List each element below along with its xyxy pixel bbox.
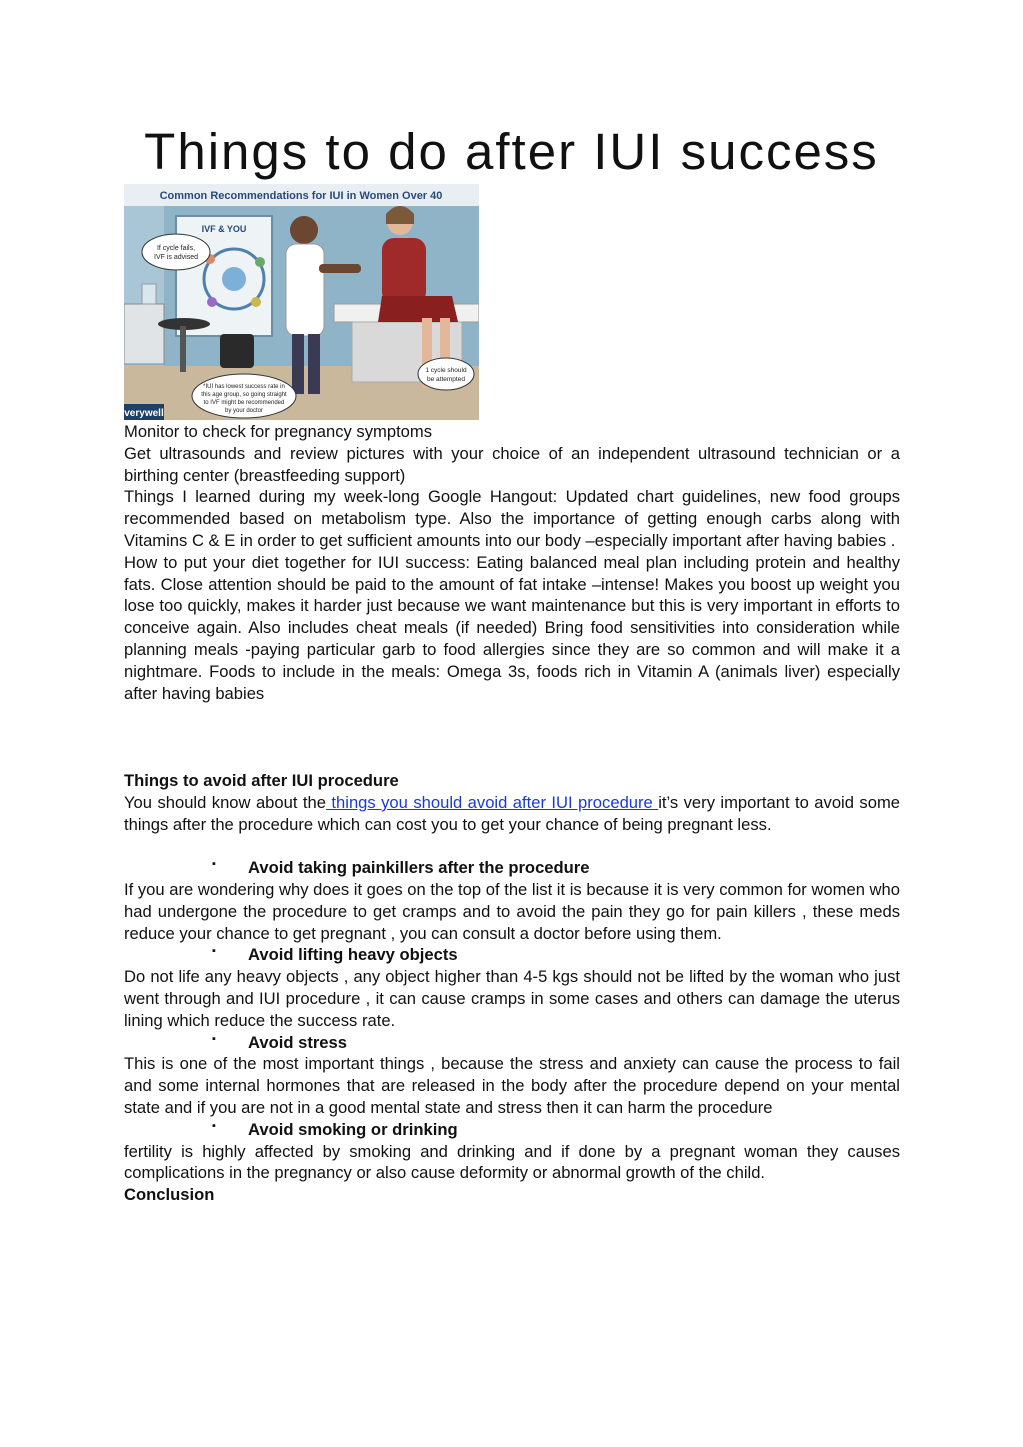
bullet-marker-icon: ▪ <box>212 1119 216 1132</box>
svg-text:1 cycle should: 1 cycle should <box>425 367 467 374</box>
svg-text:IVF is advised: IVF is advised <box>154 254 198 261</box>
intro-paragraph <box>124 792 900 836</box>
svg-text:*IUI has lowest success rate i: *IUI has lowest success rate in <box>203 384 285 390</box>
intro-text-after: it’s very important to avoid some things after the procedure which can cost you to get your chance of being pregnant less. <box>124 792 900 834</box>
figure-heading: Common Recommendations for IUI in Women Over 40 <box>159 190 443 202</box>
bullet-item-title: ▪ Avoid lifting heavy objects <box>124 944 900 966</box>
section-things-to-avoid <box>124 770 900 1206</box>
svg-text:be attempted: be attempted <box>427 376 465 383</box>
bullet-item-text: If you are wondering why does it goes on the top of the list it is because it is very common for women who had undergone the procedure to get cramps and to avoid the pain they go for pain killers , these meds reduce your chance to get pregnant , you can consult a doctor before using them. <box>124 879 900 943</box>
bullet-marker-icon: ▪ <box>212 1032 216 1045</box>
section-after-success <box>124 421 900 704</box>
svg-text:this age group, so going strai: this age group, so going straight <box>201 392 287 398</box>
bullet-item-title: ▪ Avoid taking painkillers after the procedure <box>124 857 900 879</box>
figure-logo: verywell <box>124 408 164 419</box>
svg-text:to IVF might be recommended: to IVF might be recommended <box>203 400 285 406</box>
section-heading: Things to avoid after IUI procedure <box>124 771 399 790</box>
bullet-item-text: This is one of the most important things , because the stress and anxiety can cause the process to fail and some internal hormones that are released in the body after the procedure depend on your mental state and if you are not in a good mental state and stress then it can harm the procedure <box>124 1054 900 1117</box>
paragraph: How to put your diet together for IUI success: Eating balanced meal plan including protein and healthy fats. Close attention should be paid to the amount of fat intake –intense! Makes you boost up weight you lose too quickly, makes it harder just because we want maintenance but this is very important in efforts to conceive again. Also includes cheat meals (if needed) Bring food sensitivities into consideration while planning meals -paying particular garb to food allergies since they are so common and will make it a nightmare. Foods to include in the meals: Omega 3s, foods rich in Vitamin A (animals liver) especially after having babies <box>124 552 900 703</box>
bullet-item-text: Do not life any heavy objects , any object higher than 4-5 kgs should not be lifted by the woman who just went through and IUI procedure , it can cause cramps in some cases and others can damage the uterus lining which reduce the success rate. <box>124 967 900 1030</box>
avoid-after-iui-link[interactable]: things you should avoid after IUI procedure <box>325 792 659 812</box>
illustration-image <box>124 184 479 420</box>
poster-title: IVF & YOU <box>201 224 247 234</box>
bullet-item-title: ▪ Avoid smoking or drinking <box>124 1119 900 1141</box>
bullet-marker-icon: ▪ <box>212 945 216 958</box>
svg-text:by your doctor: by your doctor <box>224 408 264 414</box>
paragraph: Things I learned during my week-long Google Hangout: Updated chart guidelines, new food groups recommended based on metabolism type. Also the importance of getting enough carbs along with Vitamins C & E in order to get sufficient amounts into our body –especially important after having babies . <box>124 487 900 550</box>
paragraph: Get ultrasounds and review pictures with your choice of an independent ultrasound technician or a birthing center (breastfeeding support) <box>124 443 900 485</box>
bullet-marker-icon: ▪ <box>212 858 216 871</box>
bullet-item-title: ▪ Avoid stress <box>124 1032 900 1054</box>
paragraph: Monitor to check for pregnancy symptoms <box>124 422 433 441</box>
page-title: Things to do after IUI success <box>144 123 879 180</box>
conclusion-heading: Conclusion <box>124 1185 215 1205</box>
svg-text:If cycle fails,: If cycle fails, <box>156 245 196 252</box>
intro-text-before: You should know about the <box>124 792 326 812</box>
bullet-item-text: fertility is highly affected by smoking and drinking and if done by a pregnant woman they causes complications in the pregnancy or also cause deformity or abnormal growth of the child. <box>124 1141 900 1183</box>
